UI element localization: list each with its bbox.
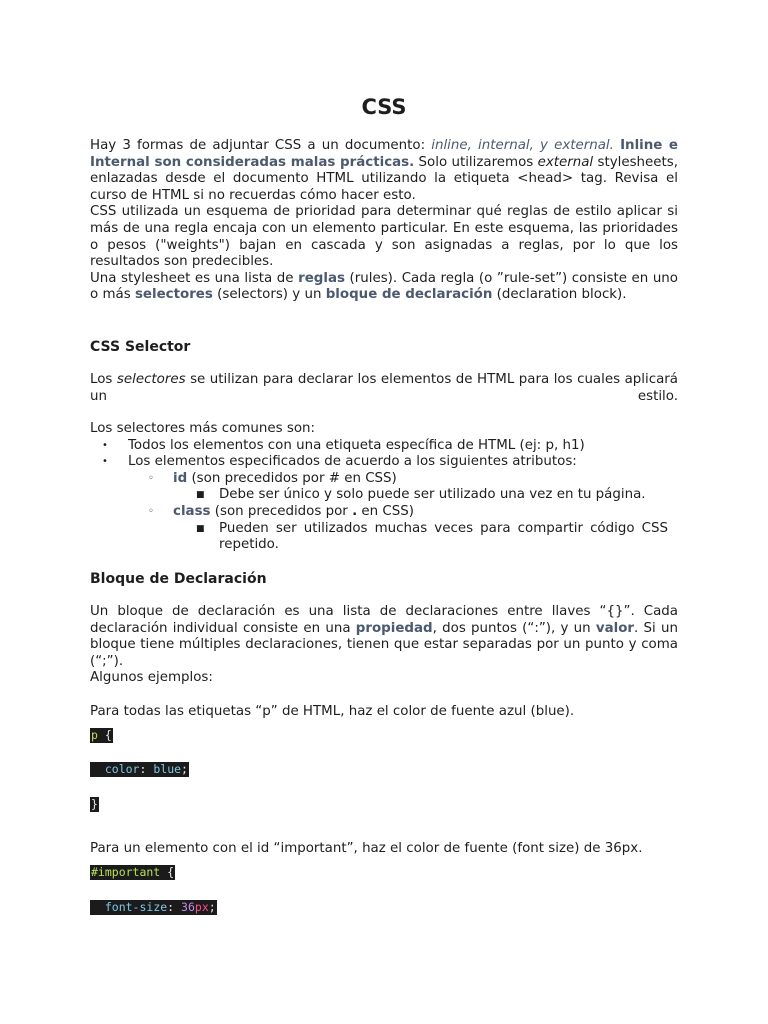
code-unit: px [194,900,209,914]
intro-text: Hay 3 formas de adjuntar CSS a un documento: [90,138,432,153]
declaration-heading: Bloque de Declaración [90,571,267,587]
code-selector: #important [91,865,161,879]
list-item [90,454,678,471]
class-text: en CSS) [357,503,414,519]
square-bullet-icon: ■ [196,490,205,501]
code-line [90,900,217,915]
selector-list [90,438,678,471]
bullet-icon: • [102,439,108,451]
declaration-text: Un bloque de declaración es una lista de declaraciones entre llaves “{}”. Cada declaración individual consiste en una [90,604,678,636]
code-selector: p [91,728,98,742]
selector-text: se utilizan para declarar los elementos de HTML para los cuales aplicará un estilo. [90,372,678,404]
list-item [90,438,678,455]
code-line [90,728,113,743]
methods-list: inline, internal, y external. [431,138,614,153]
class-text: (son precedidos por [210,503,353,519]
term-selectores: selectores [134,287,213,303]
external-term: external [537,154,594,170]
code-line [90,797,99,812]
code-line [90,865,175,880]
attribute-list [90,504,678,521]
circle-bullet-icon: ◦ [148,505,154,517]
code-number: 36 [181,900,195,914]
term-valor: valor [595,620,635,636]
id-notes [90,487,678,504]
circle-bullet-icon: ◦ [148,472,154,484]
code-value: blue [153,762,182,776]
code-colon: : [139,762,154,776]
list-item-class [90,504,678,521]
class-notes [90,521,678,554]
class-dot: . [352,503,358,519]
page-title: CSS [361,95,407,119]
square-bullet-icon: ■ [196,523,205,534]
bad-practice-note: Inline e Internal son consideradas malas prácticas. [90,138,678,170]
id-label: id [173,470,188,486]
code-brace: } [91,797,98,811]
example-2-description: Para un elemento con el id “important”, haz el color de fuente (font size) de 36px. [90,841,643,856]
example-1-description: Para todas las etiquetas “p” de HTML, haz el color de fuente azul (blue). [90,704,575,719]
code-brace: { [160,865,175,879]
declaration-text: , dos puntos (“:”), y un [432,620,596,636]
code-property: font-size [104,900,168,914]
intro-paragraph-1 [90,138,678,204]
intro-text: stylesheets, enlazadas desde el documento HTML utilizando la etiqueta <head> tag. Revisa el curso de HTML si no recuerdas cómo hacer esto. [90,154,679,203]
intro-text: Solo utilizaremos [414,154,538,170]
selectores-term: selectores [116,372,186,387]
code-property: color [104,762,140,776]
css-selector-heading: CSS Selector [90,339,191,355]
intro-paragraph-3 [90,271,678,304]
term-bloque: bloque de declaración [325,287,493,303]
list-item-text: Todos los elementos con una etiqueta específica de HTML (ej: p, h1) [128,437,585,453]
intro-text: (rules). Cada regla (o ”rule-set”) consiste en uno o más [90,270,678,303]
code-semicolon: ; [208,900,216,914]
selector-list-section [90,421,678,554]
list-item [90,521,678,554]
id-note: Debe ser único y solo puede ser utilizado una vez en tu página. [219,487,646,503]
selector-paragraph-1 [90,372,678,405]
intro-paragraph-2: CSS utilizada un esquema de prioridad para determinar qué reglas de estilo aplicar si más de una regla encaja con un elemento particular. En este esquema, las prioridades o pesos ("weights") bajan en cascada y son asignadas a reglas, por lo que los resultados son predecibles. [90,204,678,270]
class-label: class [173,503,211,519]
class-note: Pueden ser utilizados muchas veces para compartir código CSS repetido. [219,520,668,553]
intro-section [90,138,678,304]
list-item [90,487,678,504]
code-brace: { [97,728,112,742]
code-semicolon: ; [181,762,188,776]
code-indent [91,762,105,776]
intro-text: (selectors) y un [212,287,326,303]
code-colon: : [167,900,182,914]
term-propiedad: propiedad [355,620,433,636]
code-line [90,762,189,777]
selector-paragraph-2: Los selectores más comunes son: [90,421,316,436]
declaration-paragraph-2: Algunos ejemplos: [90,670,213,686]
list-item-text: Los elementos especificados de acuerdo a los siguientes atributos: [128,454,577,470]
term-reglas: reglas [298,270,345,286]
attribute-list [90,471,678,488]
id-text: (son precedidos por # en CSS) [187,470,397,486]
declaration-paragraph-1 [90,604,678,670]
list-item-id [90,471,678,488]
intro-text: (declaration block). [492,287,627,303]
bullet-icon: • [102,456,108,468]
code-indent [91,900,105,914]
selector-text: Los [90,372,117,387]
intro-text: Una stylesheet es una lista de [90,270,299,286]
declaration-section [90,604,678,687]
declaration-text: . Si un bloque tiene múltiples declaraciones, tienen que estar separadas por un punto y coma (“;”). [90,620,678,669]
